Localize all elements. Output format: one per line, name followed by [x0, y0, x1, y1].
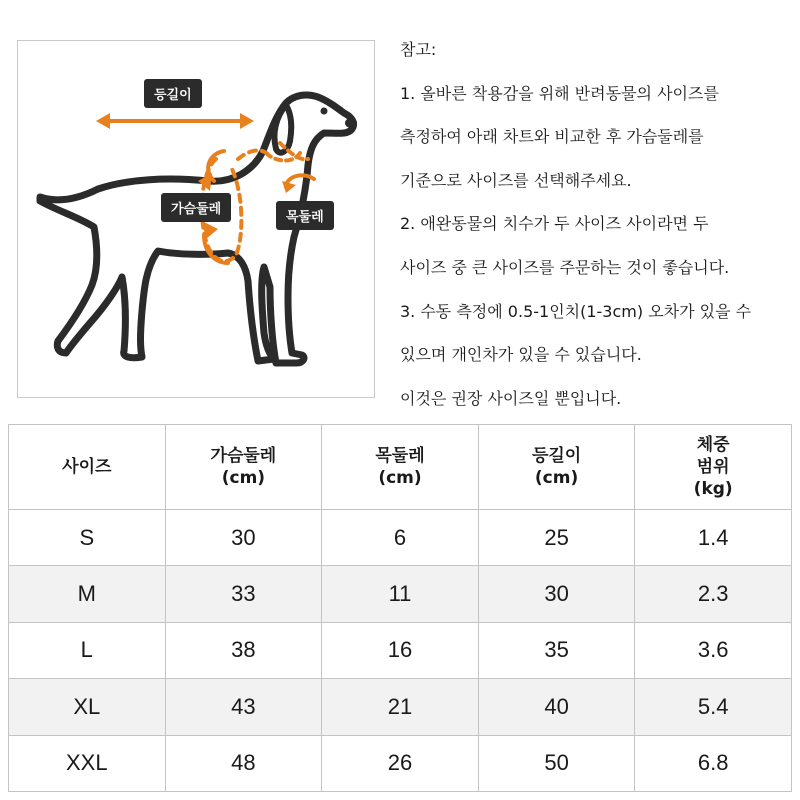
notes-line: 이것은 권장 사이즈일 뿐입니다.: [400, 388, 622, 408]
cell-back-length: 50: [478, 735, 635, 791]
cell-neck: 6: [322, 510, 479, 566]
cell-chest: 33: [165, 566, 322, 622]
table-row: [9, 679, 792, 735]
cell-back-length: 25: [478, 510, 635, 566]
notes-line: 1. 올바른 착용감을 위해 반려동물의 사이즈를: [400, 83, 719, 103]
chest-girth-label: 가슴둘레: [161, 193, 231, 222]
notes-line: 기준으로 사이즈를 선택해주세요.: [400, 170, 632, 190]
cell-chest: 30: [165, 510, 322, 566]
notes-panel: [400, 28, 795, 420]
table-header-row: [9, 425, 792, 510]
cell-size: XXL: [9, 735, 166, 791]
notes-line: 사이즈 중 큰 사이즈를 주문하는 것이 좋습니다.: [400, 257, 730, 277]
cell-back-length: 30: [478, 566, 635, 622]
cell-weight: 3.6: [635, 622, 792, 678]
table-row: [9, 622, 792, 678]
cell-size: L: [9, 622, 166, 678]
cell-neck: 16: [322, 622, 479, 678]
notes-title: 참고:: [400, 40, 437, 59]
header-size: 사이즈: [9, 425, 166, 510]
cell-size: XL: [9, 679, 166, 735]
cell-chest: 48: [165, 735, 322, 791]
notes-line: 있으며 개인차가 있을 수 있습니다.: [400, 345, 642, 365]
header-chest: 가슴둘레 (cm): [165, 425, 322, 510]
cell-chest: 38: [165, 622, 322, 678]
table-row: [9, 566, 792, 622]
back-length-label: 등길이: [144, 79, 202, 108]
cell-chest: 43: [165, 679, 322, 735]
dog-measurement-diagram: [17, 40, 375, 398]
notes-line: 측정하여 아래 차트와 비교한 후 가슴둘레를: [400, 127, 704, 147]
cell-neck: 26: [322, 735, 479, 791]
cell-size: M: [9, 566, 166, 622]
cell-neck: 11: [322, 566, 479, 622]
cell-weight: 5.4: [635, 679, 792, 735]
notes-line: 3. 수동 측정에 0.5-1인치(1-3cm) 오차가 있을 수: [400, 301, 752, 321]
notes-line: 2. 애완동물의 치수가 두 사이즈 사이라면 두: [400, 214, 709, 234]
table-row: [9, 735, 792, 791]
header-back-length: 등길이 (cm): [478, 425, 635, 510]
neck-girth-label: 목둘레: [276, 201, 334, 230]
header-neck: 목둘레 (cm): [322, 425, 479, 510]
cell-back-length: 35: [478, 622, 635, 678]
cell-weight: 6.8: [635, 735, 792, 791]
cell-weight: 2.3: [635, 566, 792, 622]
cell-neck: 21: [322, 679, 479, 735]
cell-size: S: [9, 510, 166, 566]
header-weight-range: 체중 범위 (kg): [635, 425, 792, 510]
size-chart-table: [8, 424, 792, 792]
cell-back-length: 40: [478, 679, 635, 735]
table-row: [9, 510, 792, 566]
cell-weight: 1.4: [635, 510, 792, 566]
